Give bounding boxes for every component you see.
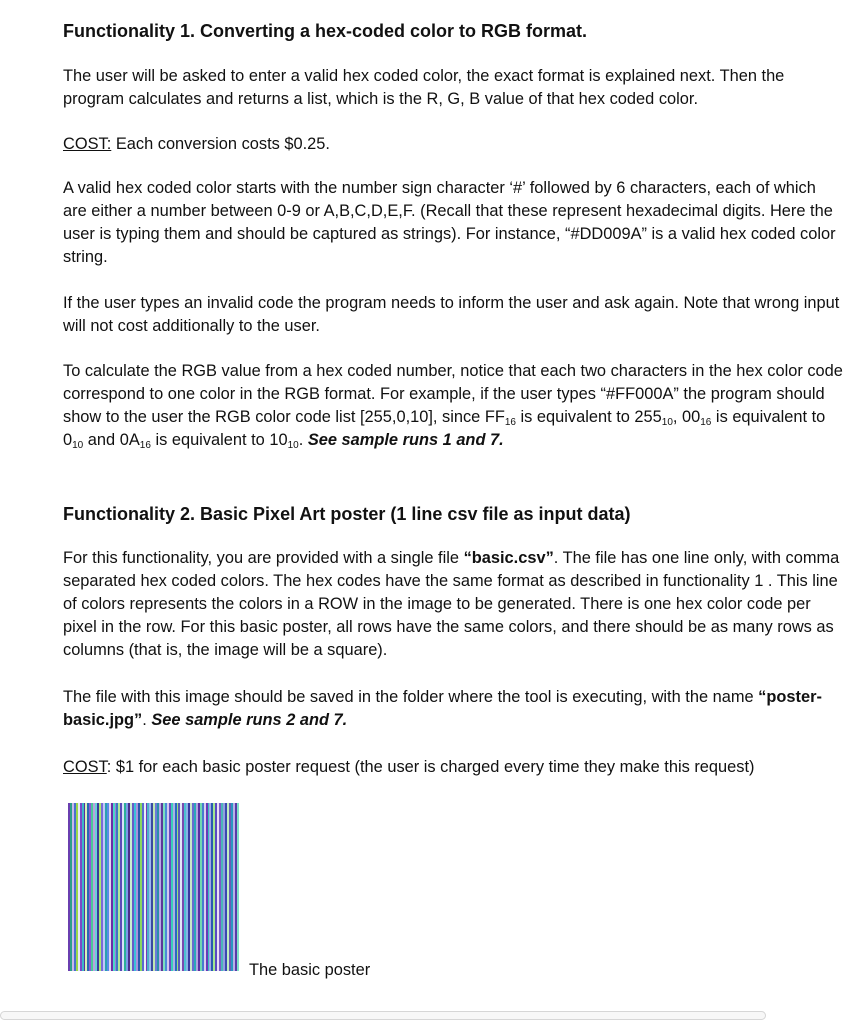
section1-intro: The user will be asked to enter a valid hex coded color, the exact format is explained next. Then the program calculates and returns a list, which is the R, G, B value of that hex coded color.	[63, 67, 785, 108]
cost-text: Each conversion costs $0.25.	[111, 135, 330, 153]
invalid-input-paragraph: If the user types an invalid code the program needs to inform the user and ask again. Note that wrong input will not cost additionally to the user.	[63, 294, 840, 335]
sample-runs-reference-2: See sample runs 2 and 7.	[151, 711, 348, 729]
file-name-poster-basic: “poster-basic.jpg”	[63, 688, 822, 729]
cost-label: COST:	[63, 135, 112, 153]
section1-cost	[63, 133, 843, 156]
poster-stripe	[237, 803, 239, 971]
save-paragraph: The file with this image should be saved in the folder where the tool is executing, with the name “poster-basic.jpg”. See sample runs 2 and 7.	[63, 688, 822, 729]
horizontal-scrollbar[interactable]	[0, 1011, 766, 1020]
poster-caption: The basic poster	[249, 961, 371, 979]
calculation-paragraph: To calculate the RGB value from a hex coded number, notice that each two characters in the hex color code correspond to one color in the RGB format. For example, if the user types “#FF000A” the program should show to the user the RGB color code list [255,0,10], since $FF_{16}$ is equivalent to $255_{10}$, $00_{16}$ is equivalent to $0_{10}$ and $0A_{16}$ is equivalent to $10_{10}$. See sample runs 1 and 7.	[63, 362, 843, 451]
valid-format-paragraph: A valid hex coded color starts with the number sign character ‘#’ followed by 6 characters, each of which are either a number between 0-9 or A,B,C,D,E,F. (Recall that these represent hexadecimal digits. Here the user is typing them and should be captured as strings). For instance, “#DD009A” is a valid hex coded color string.	[63, 179, 836, 266]
cost-label-2: COST	[63, 758, 107, 776]
section2-intro: For this functionality, you are provided with a single file “basic.csv”. The file has one line only, with comma separated hex coded colors. The hex codes have the same format as described in functionality 1 . This line of colors represents the colors in a ROW in the image to be generated. There is one hex color code per pixel in the row. For this basic poster, all rows have the same colors, and there should be as many rows as columns (that is, the image will be a square).	[63, 549, 840, 659]
sample-runs-reference: See sample runs 1 and 7.	[307, 431, 504, 449]
section1-heading: Functionality 1. Converting a hex-coded color to RGB format.	[63, 21, 588, 41]
cost-text-2: : $1 for each basic poster request (the user is charged every time they make this request)	[106, 758, 755, 776]
file-name-basic-csv: “basic.csv”	[463, 549, 554, 567]
section2-cost	[63, 756, 843, 779]
section2-heading: Functionality 2. Basic Pixel Art poster (1 line csv file as input data)	[63, 504, 631, 524]
basic-poster-image	[68, 803, 239, 971]
